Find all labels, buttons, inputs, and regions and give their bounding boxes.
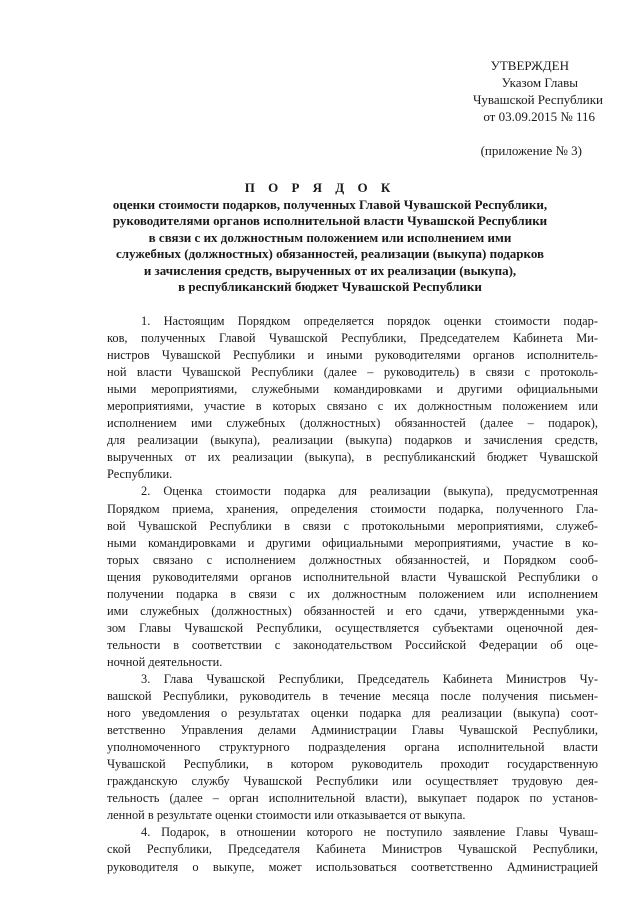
body-line: ими служебных (должностных) обязанностей и его сдачи, утвержденными ука- (107, 603, 598, 618)
body-line: ской Республики, Председателя Кабинета Министров Чувашской Республики, (107, 842, 598, 857)
body-line: ленной в результате оценки стоимости или отказывается от выкупа. (107, 808, 466, 823)
body-line: Чувашской Республики, в котором руководитель проходит государственную (107, 757, 598, 772)
document-body (107, 313, 598, 876)
subtitle-line: оценки стоимости подарков, полученных Главой Чувашской Республики, (112, 197, 548, 212)
approval-republic: Чувашской Республики (472, 92, 603, 107)
paragraph-3 (107, 671, 598, 824)
body-line: зом Главы Чувашской Республики, осуществляется субъектами оценочной дея- (107, 620, 598, 635)
subtitle-line: и зачисления средств, вырученных от их реализации (выкупа), (143, 262, 517, 278)
body-line: ными мероприятиями, служебными командировками и другими официальными (107, 382, 598, 397)
body-line: 4. Подарок, в отношении которого не поступило заявление Главы Чуваш- (141, 825, 598, 840)
subtitle-line: руководителями органов исполнительной власти Чувашской Республики (112, 213, 548, 229)
body-line: ветственно Управления делами Администрации Главы Чувашской Республики, (107, 723, 598, 738)
body-line: Порядком приема, хранения, определения стоимости подарка, полученного Гла- (107, 501, 598, 516)
paragraph-4 (107, 824, 598, 875)
body-line: получении подарка в связи с их должностным положением или исполнением (107, 586, 598, 601)
body-line: ного уведомления о результатах оценки подарка для реализации (выкупа) соот- (107, 706, 598, 721)
body-line: вой Чувашской Республики в связи с протокольными мероприятиями, служеб- (107, 518, 598, 533)
approval-decree: Указом Главы (501, 75, 578, 90)
body-line: ной власти Чувашской Республики (далее – руководитель) в связи с протоколь- (107, 365, 598, 380)
body-line: 2. Оценка стоимости подарка для реализации (выкупа), предусмотренная (141, 484, 598, 499)
body-line: нистров Чувашской Республики и иными руководителями органов исполнитель- (107, 348, 598, 363)
body-line: для реализации (выкупа), реализации (выкупа) подарков и зачисления средств, (107, 433, 598, 448)
body-line: вырученных от их реализации (выкупа), в республиканский бюджет Чувашской (107, 450, 598, 465)
subtitle-line: в республиканский бюджет Чувашской Республики (178, 279, 482, 295)
body-line: 1. Настоящим Порядком определяется порядок оценки стоимости подар- (141, 314, 598, 328)
body-line: торых связано с исполнением должностных обязанностей, и Порядком сооб- (107, 552, 598, 567)
body-line: ными командировками и другими официальными мероприятиями, участие в ко- (107, 535, 598, 550)
body-line: мероприятиями, участие в которых связано с их должностным положением или (107, 399, 598, 414)
body-line: уполномоченного структурного подразделения органа исполнительной власти (107, 740, 598, 755)
body-line: вашской Республики, руководитель в течение месяца после получения письмен- (107, 689, 598, 704)
document-title: П О Р Я Д О К (244, 180, 396, 195)
body-line: ночной деятельности. (107, 654, 223, 669)
body-line: тельность (далее – орган исполнительной власти), выкупает подарок по установ- (107, 791, 598, 806)
body-line: гражданскую службу Чувашской Республики или осуществляет трудовую дея- (107, 774, 598, 789)
body-line: руководителя о выкупе, может использоваться соответственно Администрацией (107, 859, 598, 874)
body-line: тельности в соответствии с законодательством Российской Федерации об оце- (107, 637, 598, 652)
approval-date-number: от 03.09.2015 № 116 (483, 109, 595, 124)
body-line: ков, полученных Главой Чувашской Республики, Председателем Кабинета Ми- (107, 331, 598, 346)
paragraph-1 (107, 313, 598, 483)
body-line: исполнением ими служебных (должностных) обязанностей (далее – подарок), (107, 416, 598, 431)
approval-heading: УТВЕРЖДЕН (490, 58, 569, 73)
subtitle-line: в связи с их должностным положением или исполнением ими (148, 229, 512, 245)
body-line: 3. Глава Чувашской Республики, Председатель Кабинета Министров Чу- (141, 671, 598, 686)
body-line: Республики. (107, 467, 173, 482)
appendix-note: (приложение № 3) (480, 143, 582, 158)
approval-stamp (430, 57, 605, 125)
body-line: щения руководителями органов исполнительной власти Чувашской Республики о (107, 569, 598, 584)
document-subtitle (95, 197, 565, 295)
paragraph-2 (107, 483, 598, 671)
subtitle-line: служебных (должностных) обязанностей, реализации (выкупа) подарков (115, 246, 545, 262)
